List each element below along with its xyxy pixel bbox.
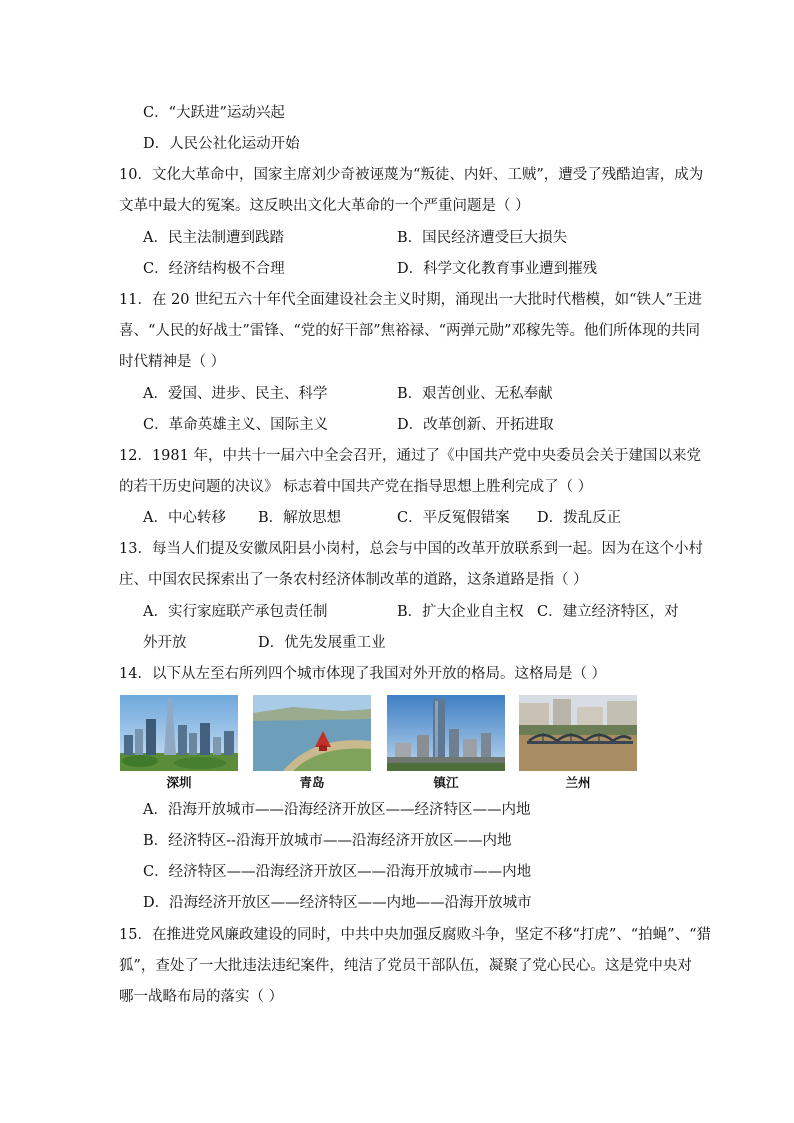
- q11-stem-line2: 喜、“人民的好战士”雷锋、“党的好干部”焦裕禄、“两弹元勋”邓稼先等。他们所体现的共同: [119, 323, 700, 339]
- caption-zhenjiang: 镇江: [433, 775, 459, 790]
- q12-option-c: C．平反冤假错案: [397, 510, 510, 526]
- q12-stem-line1: 12．1981 年，中共十一届六中全会召开，通过了《中国共产党中央委员会关于建国以来党: [119, 448, 701, 464]
- q13-option-c: C．建立经济特区，对: [537, 604, 679, 620]
- q14-option-c: C．经济特区——沿海经济开放区——沿海开放城市——内地: [143, 864, 532, 880]
- q15-stem-line2: 狐”，查处了一大批违法违纪案件，纯洁了党员干部队伍，凝聚了党心民心。这是党中央对: [119, 958, 692, 974]
- q10-option-c: C．经济结构极不合理: [143, 261, 285, 277]
- q12-stem-line2: 的若干历史问题的决议》 标志着中国共产党在指导思想上胜利完成了（ ）: [119, 479, 593, 495]
- q9-option-d: D．人民公社化运动开始: [143, 136, 300, 152]
- q10-stem-line1: 10．文化大革命中，国家主席刘少奇被诬蔑为“叛徒、内奸、工贼”，遭受了残酷迫害，成为: [119, 167, 704, 183]
- q12-option-a: A．中心转移: [143, 510, 226, 526]
- q11-option-c: C．革命英雄主义、国际主义: [143, 417, 329, 433]
- q9-option-c: C．“大跃进”运动兴起: [143, 105, 285, 121]
- caption-lanzhou: 兰州: [565, 775, 591, 790]
- q10-option-d: D．科学文化教育事业遭到摧残: [397, 261, 598, 277]
- q13-stem-line1: 13．每当人们提及安徽凤阳县小岗村，总会与中国的改革开放联系到一起。因为在这个小村: [119, 541, 703, 557]
- photo-lanzhou: [519, 695, 637, 771]
- qingdao-coast-image: [253, 695, 371, 771]
- q14-stem: 14．以下从左至右所列四个城市体现了我国对外开放的格局。这格局是（ ）: [119, 666, 607, 682]
- q15-stem-line1: 15．在推进党风廉政建设的同时，中共中央加强反腐败斗争，坚定不移“打虎”、“拍蝇”、“猎: [119, 927, 712, 943]
- q14-option-d: D．沿海经济开放区——经济特区——内地——沿海开放城市: [143, 895, 532, 911]
- q15-stem-line3: 哪一战略布局的落实（ ）: [119, 989, 284, 1005]
- lanzhou-bridge-image: [519, 695, 637, 771]
- caption-shenzhen: 深圳: [166, 775, 192, 790]
- q14-option-a: A．沿海开放城市——沿海经济开放区——经济特区——内地: [143, 802, 531, 818]
- q10-stem-line2: 文革中最大的冤案。这反映出文化大革命的一个严重问题是（ ）: [119, 198, 530, 214]
- q10-option-a: A．民主法制遭到践踏: [143, 230, 284, 246]
- caption-qingdao: 青岛: [299, 775, 325, 790]
- zhenjiang-city-image: [387, 695, 505, 771]
- photo-shenzhen: [120, 695, 238, 771]
- q11-option-a: A．爱国、进步、民主、科学: [143, 386, 328, 402]
- q11-stem-line1: 11．在 20 世纪五六十年代全面建设社会主义时期，涌现出一大批时代楷模，如“铁人”王进: [119, 292, 702, 308]
- q12-option-b: B．解放思想: [258, 510, 342, 526]
- q10-option-b: B．国民经济遭受巨大损失: [397, 230, 568, 246]
- photo-zhenjiang: [387, 695, 505, 771]
- q11-stem-line3: 时代精神是（ ）: [119, 354, 226, 370]
- q11-option-b: B．艰苦创业、无私奉献: [397, 386, 553, 402]
- q12-option-d: D．拨乱反正: [537, 510, 622, 526]
- shenzhen-skyline-image: [120, 695, 238, 771]
- q13-option-d: D．优先发展重工业: [258, 635, 386, 651]
- q14-option-b: B．经济特区--沿海开放城市——沿海经济开放区——内地: [143, 833, 512, 849]
- q13-stem-line2: 庄、中国农民探索出了一条农村经济体制改革的道路，这条道路是指（ ）: [119, 572, 588, 588]
- q13-option-a: A．实行家庭联产承包责任制: [143, 604, 328, 620]
- q13-option-b: B．扩大企业自主权: [397, 604, 524, 620]
- q13-option-c-cont: 外开放: [143, 635, 187, 651]
- q11-option-d: D．改革创新、开拓进取: [397, 417, 554, 433]
- photo-qingdao: [253, 695, 371, 771]
